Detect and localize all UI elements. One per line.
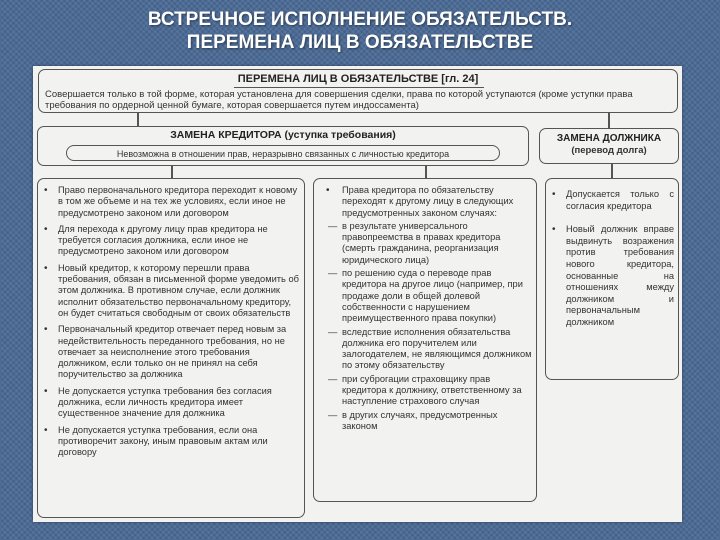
list-item-text: при суброгации страховщику прав кредитора к должнику, ответственному за наступление страхового случая — [342, 373, 522, 407]
list-item — [328, 220, 532, 266]
list-item — [328, 326, 532, 372]
creditor-rules-column — [37, 178, 305, 518]
header-box-text: Совершается только в той форме, которая установлена для совершения сделки, права по которой уступаются (кроме уступки права требования по ордерной ценной бумаге, которая совершается путем индоссамента) — [45, 89, 633, 111]
list-item-text: Для перехода к другому лицу прав кредитора не требуется согласия должника, если иное не предусмотрено законом или договором — [58, 223, 268, 257]
debtor-box — [539, 128, 679, 164]
list-item-text: вследствие исполнения обязательства должника его поручителем или залогодателем, не являющимся должником по этому обязательству — [342, 326, 532, 371]
cases-lead — [326, 185, 532, 219]
creditor-transfer-cases-column — [313, 178, 537, 502]
debtor-box-subtitle: (перевод долга) — [571, 145, 647, 156]
list-item-text: Первоначальный кредитор отвечает перед новым за недействительность переданного требования, но не отвечает за неисполнение этого требования должником, если только он не принял на себя поручительство за должника — [58, 324, 287, 380]
dash-icon: — — [328, 373, 338, 384]
list-item-text: Новый должник вправе выдвинуть возражения против требования нового кредитора, основанные на отношениях между должником и первоначальным должником — [566, 224, 674, 327]
list-item — [552, 224, 674, 328]
list-item-text: Допускается только с согласия кредитора — [566, 189, 674, 211]
list-item — [328, 373, 532, 408]
bullet-icon: • — [44, 424, 48, 436]
scheme-image — [33, 66, 682, 522]
creditor-box-subtitle: Невозможна в отношении прав, неразрывно связанных с личностью кредитора — [66, 145, 500, 161]
debtor-rules-column — [545, 178, 679, 380]
bullet-icon: • — [44, 262, 48, 274]
connector-line — [425, 166, 427, 178]
list-item — [44, 324, 300, 380]
list-item — [328, 268, 532, 324]
dash-icon: — — [328, 268, 338, 279]
connector-line — [611, 164, 613, 178]
list-item — [44, 385, 300, 420]
list-item — [552, 189, 674, 212]
connector-line — [171, 166, 173, 178]
list-item-text: в результате универсального правопреемства в правах кредитора (смерть гражданина, реорганизация юридического лица) — [342, 220, 501, 265]
list-item — [328, 409, 532, 433]
connector-line — [608, 113, 610, 128]
dash-icon: — — [328, 409, 338, 420]
connector-line — [137, 113, 139, 126]
slide-title-line-2: ПЕРЕМЕНА ЛИЦ В ОБЯЗАТЕЛЬСТВЕ — [186, 32, 534, 53]
list-item — [44, 424, 300, 459]
slide-title — [0, 8, 720, 54]
bullet-icon: • — [44, 223, 48, 235]
slide-title-line-1: ВСТРЕЧНОЕ ИСПОЛНЕНИЕ ОБЯЗАТЕЛЬСТВ. — [147, 9, 573, 30]
bullet-icon: • — [44, 385, 48, 397]
dash-icon: — — [328, 220, 338, 231]
bullet-icon: • — [326, 185, 330, 196]
list-item-text: Не допускается уступка требования без согласия должника, если личность кредитора имеет существенное значение для должника — [58, 385, 272, 419]
list-item-text: Новый кредитор, к которому перешли права требования, обязан в письменной форме уведомить об этом должника. В противном случае, если должник исполнит обязательство первоначальному кредитору, он будет считаться свободным от своих обязательств — [58, 262, 299, 318]
creditor-box — [37, 126, 529, 166]
list-item-text: в других случаях, предусмотренных законом — [342, 409, 498, 431]
list-item-text: Право первоначального кредитора переходит к новому в том же объеме и на тех же условиях, если иное не предусмотрено законом или договором — [58, 185, 298, 218]
bullet-icon: • — [44, 324, 48, 336]
header-box-title: ПЕРЕМЕНА ЛИЦ В ОБЯЗАТЕЛЬСТВЕ [гл. 24] — [237, 73, 479, 85]
list-item — [44, 262, 300, 319]
creditor-box-title: ЗАМЕНА КРЕДИТОРА (уступка требования) — [170, 129, 396, 141]
debtor-box-title: ЗАМЕНА ДОЛЖНИКА — [556, 133, 662, 144]
list-item — [44, 185, 300, 219]
header-box — [38, 69, 678, 113]
header-divider — [234, 87, 484, 88]
cases-lead-text: Права кредитора по обязательству переходят к другому лицу в следующих предусмотренных законом случаях: — [342, 185, 514, 218]
list-item-text: по решению суда о переводе прав кредитора на другое лицо (например, при продаже доли в общей долевой собственности с нарушением преимущественного права покупки) — [342, 268, 523, 324]
bullet-icon: • — [552, 189, 556, 200]
list-item-text: Не допускается уступка требования, если она противоречит закону, иным правовым актам или договору — [58, 424, 268, 458]
list-item — [44, 223, 300, 258]
bullet-icon: • — [552, 224, 556, 236]
dash-icon: — — [328, 326, 338, 337]
bullet-icon: • — [44, 185, 48, 196]
